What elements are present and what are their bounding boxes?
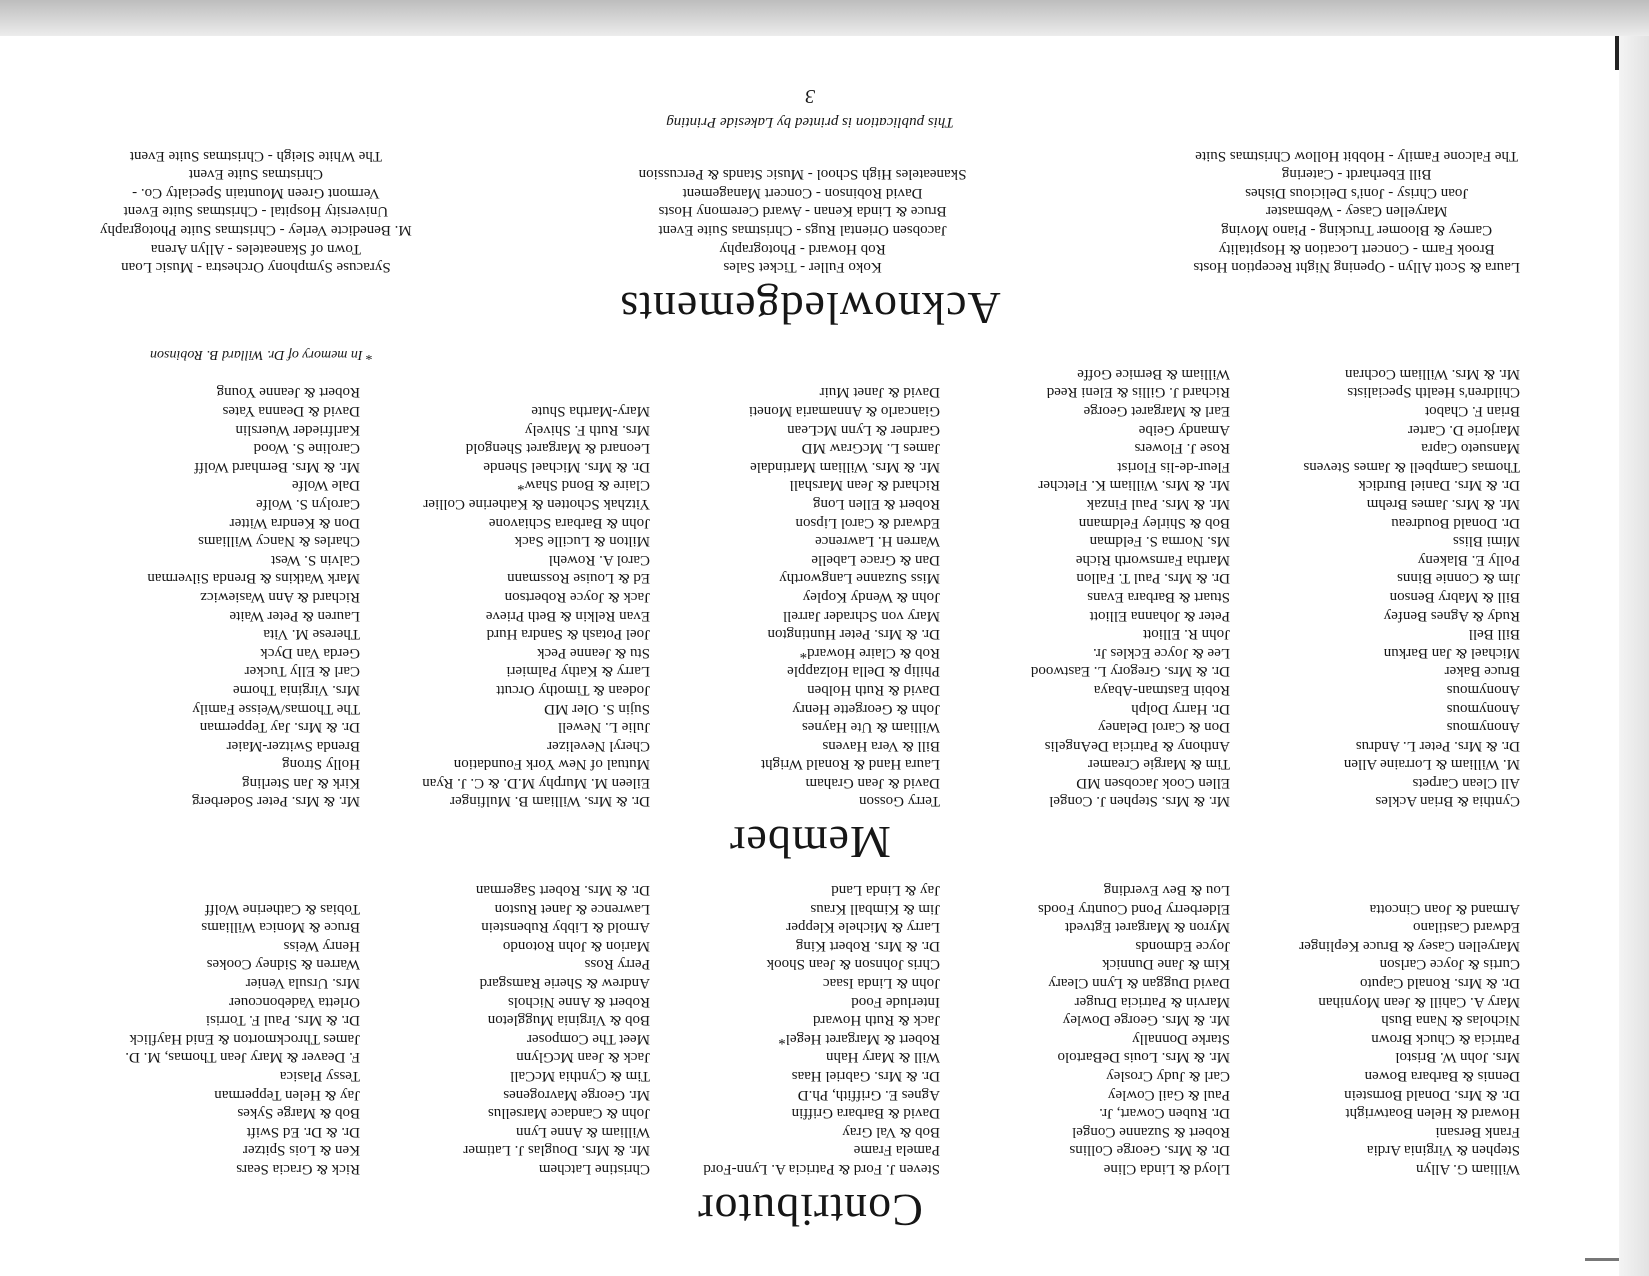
- name-entry: William & Ute Haynes: [801, 719, 940, 736]
- name-entry: John & Wendy Kopley: [802, 588, 940, 605]
- name-entry: Jay & Helen Tepperman: [214, 1086, 360, 1103]
- name-entry: Myron & Margaret Egtvedt: [1064, 919, 1230, 936]
- name-entry: Carol A. Rowehl: [548, 551, 650, 568]
- member-column: [680, 364, 940, 810]
- name-entry: Curtis & Joyce Carlson: [1379, 956, 1520, 973]
- name-entry: Mr. & Mrs. William K. Fletcher: [1038, 477, 1230, 494]
- name-entry: Anonymous: [1446, 700, 1520, 717]
- name-entry: David & Barbara Griffin: [791, 1105, 940, 1122]
- name-entry: Robin Eastman-Abaya: [1093, 681, 1230, 698]
- name-entry: David & Janet Muir: [819, 384, 940, 401]
- name-entry: Joyce Edmonds: [1135, 937, 1230, 954]
- name-entry: Dr. Ruben Cowart, Jr.: [1099, 1105, 1230, 1122]
- name-entry: Mr. & Mrs. Paul Finzak: [1086, 496, 1230, 512]
- name-entry: Lee & Joyce Eckles Jr.: [1092, 644, 1230, 661]
- name-entry: Don & Kendra Witter: [229, 514, 360, 531]
- name-entry: Dr. & Mrs. Donald Bornstein: [1344, 1086, 1520, 1103]
- name-entry: Mrs. Ursula Venier: [245, 975, 360, 992]
- name-entry: David Duggan & Lynn Cleary: [1048, 975, 1230, 992]
- name-entry: Tessy Plasica: [279, 1068, 360, 1085]
- name-entry: Meet The Composer: [526, 1030, 650, 1047]
- name-entry: Miss Suzanne Langworthy: [779, 570, 940, 587]
- name-entry: Tobias & Catherine Wolff: [204, 900, 360, 917]
- name-entry: Dr. & Mrs. Robert Sagerman: [475, 882, 650, 899]
- name-entry: Bill & Mabry Benson: [1389, 588, 1520, 605]
- name-entry: Anonymous: [1446, 719, 1520, 736]
- name-entry: Brian F. Chabot: [1424, 403, 1520, 420]
- name-entry: Frank Bersani: [1435, 1123, 1520, 1140]
- name-entry: Christine Latchem: [538, 1161, 650, 1177]
- name-entry: Children's Health Specialists: [1347, 384, 1520, 401]
- name-entry: Tim & Cynthia McCall: [510, 1068, 650, 1085]
- name-entry: Dr. & Mrs. George Collins: [1069, 1142, 1230, 1159]
- name-entry: The Falcone Family - Hobbit Hollow Christmas Suite: [1195, 147, 1519, 164]
- name-entry: Lloyd & Linda Cline: [1103, 1161, 1230, 1177]
- name-entry: Mrs. Ruth F. Shively: [524, 421, 650, 438]
- name-entry: Dr. Harry Dolph: [1131, 700, 1230, 717]
- name-entry: Pamela Frame: [853, 1142, 940, 1159]
- name-entry: Mansueto Capra: [1421, 440, 1520, 457]
- name-entry: Mimi Bliss: [1452, 533, 1520, 550]
- name-entry: M. Benedicte Verley - Christmas Suite Photography: [100, 222, 412, 239]
- name-entry: Laura Hand & Ronald Wright: [760, 756, 940, 773]
- name-entry: Mr. & Mrs. William Martindale: [750, 458, 940, 475]
- name-entry: Caroline S. Wood: [253, 440, 360, 457]
- name-entry: Dr. & Mrs. Michael Shende: [483, 458, 650, 475]
- member-section: [100, 346, 1520, 868]
- acknowledgements-heading: Acknowledgements: [619, 283, 1001, 335]
- name-entry: Henry Weiss: [283, 937, 360, 954]
- name-entry: Robert & Suzanne Congel: [1072, 1123, 1230, 1140]
- name-entry: Dr. & Mrs. Paul F. Torrisi: [205, 1012, 360, 1029]
- name-entry: The White Sleigh - Christmas Suite Event: [129, 147, 382, 164]
- name-entry: Brook Farm - Concert Location & Hospitality: [1218, 240, 1495, 257]
- name-entry: Philip & Della Holzapple: [787, 663, 940, 680]
- name-entry: Thomas Campbell & James Stevens: [1303, 458, 1520, 475]
- name-entry: Stuart & Barbara Evans: [1087, 588, 1230, 605]
- name-entry: Arnold & Libby Rubenstein: [481, 919, 650, 936]
- name-entry: Mr. & Mrs. Bernhard Wolff: [194, 458, 360, 475]
- member-column: [970, 364, 1230, 810]
- name-entry: Therese M. Vita: [263, 626, 360, 643]
- name-entry: Jack & Jean McGlynn: [516, 1049, 650, 1066]
- name-entry: Ken & Lois Spitzer: [242, 1142, 360, 1159]
- name-entry: Richard & Ann Wasiewicz: [200, 588, 360, 605]
- name-entry: Evan Relkin & Beth Prieve: [485, 607, 650, 624]
- contributor-columns: [100, 881, 1520, 1179]
- member-columns: [100, 364, 1520, 810]
- name-entry: Dr. & Mrs. Jay Tepperman: [199, 719, 360, 736]
- name-entry: Tim & Margie Creamer: [1087, 756, 1230, 773]
- name-entry: Mr. & Mrs. Douglas J. Latimer: [463, 1142, 650, 1159]
- name-entry: Sujin S. Oler MD: [544, 700, 650, 717]
- scan-top-edge: [0, 0, 1649, 36]
- scan-right-edge: [1619, 36, 1649, 1276]
- name-entry: Marjorie D. Carter: [1407, 421, 1520, 438]
- name-entry: Maryellen Casey & Bruce Keplinger: [1299, 937, 1520, 954]
- name-entry: Larry & Kathy Palmieri: [506, 663, 650, 680]
- printer-credit: This publication is printed by Lakeside Printing: [666, 114, 954, 131]
- name-entry: Armand & Joan Cincotta: [1369, 900, 1520, 917]
- name-entry: Calvin S. West: [271, 551, 360, 568]
- name-entry: Marvin & Patricia Druger: [1074, 993, 1230, 1010]
- name-entry: Mary von Schrader Jarrell: [782, 607, 940, 624]
- name-entry: Rick & Gracia Sears: [236, 1161, 360, 1177]
- name-entry: Mr. & Mrs. William Cochran: [1345, 365, 1520, 382]
- name-entry: Bill & Vera Havens: [822, 737, 940, 754]
- name-entry: Jim & Connie Binns: [1397, 570, 1520, 587]
- name-entry: Interlude Food: [851, 993, 940, 1010]
- name-entry: Patricia & Chuck Brown: [1371, 1030, 1520, 1047]
- name-entry: Cheryl Nevelizer: [547, 737, 650, 754]
- name-entry: Dr. & Mrs. Peter Huntington: [767, 626, 940, 643]
- name-entry: Holly Strong: [282, 756, 360, 773]
- name-entry: William & Bernice Goffe: [1077, 365, 1230, 382]
- name-entry: Lauren & Peter Waite: [229, 607, 360, 624]
- contributor-column: [1260, 881, 1520, 1179]
- contributor-column: [970, 881, 1230, 1179]
- name-entry: John & Georgette Henry: [792, 700, 940, 717]
- name-entry: Bob & Shirley Feldmann: [1078, 514, 1230, 531]
- name-entry: Dr. & Dr. Ed Swift: [246, 1123, 360, 1140]
- name-entry: Vermont Green Mountain Specialty Co. -: [132, 184, 380, 201]
- name-entry: Ms. Norma S. Feldman: [1089, 533, 1230, 550]
- name-entry: Starke Donnally: [1132, 1030, 1230, 1047]
- name-entry: John & Linda Isaac: [822, 975, 940, 992]
- name-entry: John R. Elliott: [1142, 626, 1230, 643]
- name-entry: Carl & Judy Crosley: [1106, 1068, 1230, 1085]
- name-entry: Gerda Van Dyck: [260, 644, 360, 661]
- name-entry: Maryellen Casey - Webmaster: [1266, 203, 1448, 220]
- name-entry: Mrs. Virginia Thorne: [232, 681, 360, 698]
- name-entry: Lou & Bev Everding: [1103, 882, 1230, 899]
- name-entry: Eileen M. Murphy M.D. & C. J. Ryan: [422, 774, 650, 791]
- contributor-column: [680, 881, 940, 1179]
- name-entry: Jay & Linda Land: [831, 882, 940, 899]
- name-entry: Don & Carol Delaney: [1097, 719, 1230, 736]
- name-entry: Julie L. Newell: [557, 719, 650, 736]
- name-entry: Milton & Lucille Sack: [514, 533, 650, 550]
- name-entry: Fleur-de-lis Florist: [1117, 458, 1230, 475]
- name-entry: Mrs. John W. Bristol: [1395, 1049, 1520, 1066]
- name-entry: William & Anne Lynn: [516, 1123, 650, 1140]
- name-entry: Mary-Martha Shute: [531, 403, 650, 420]
- name-entry: Anthony & Patricia DeAngelis: [1044, 737, 1230, 754]
- name-entry: Nicholas & Nana Bush: [1381, 1012, 1520, 1029]
- name-entry: Rudy & Agnes Benfey: [1383, 607, 1520, 624]
- name-entry: Giancarlo & Annamaria Moneti: [748, 403, 940, 420]
- name-entry: Ellen Cook Jacobsen MD: [1076, 774, 1230, 791]
- name-entry: Robert & Margaret Hegel*: [778, 1030, 940, 1047]
- name-entry: Howard & Helen Boatwright: [1345, 1105, 1520, 1122]
- name-entry: Richard J. Gillis & Eleni Reed: [1046, 384, 1230, 401]
- name-entry: Charles & Nancy Williams: [197, 533, 360, 550]
- acknowledgements-column: [639, 146, 967, 276]
- name-entry: Bob & Marge Sykes: [237, 1105, 360, 1122]
- name-entry: Dr. & Mrs. William B. Mulfinger: [450, 793, 650, 810]
- name-entry: Mary A. Cahill & Jean Moynihan: [1318, 993, 1520, 1010]
- member-heading: Member: [729, 817, 891, 869]
- name-entry: Lawrence & Janet Ruston: [494, 900, 650, 917]
- name-entry: University Hospital - Christmas Suite Event: [123, 203, 389, 220]
- name-entry: The Thomas/Weisse Family: [192, 700, 360, 717]
- program-sheet: [0, 36, 1619, 1276]
- name-entry: Agnes E. Griffith, Ph.D: [797, 1086, 940, 1103]
- name-entry: Koko Fuller - Ticket Sales: [723, 259, 882, 276]
- name-entry: Carney & Bloomer Trucking - Piano Moving: [1221, 222, 1493, 239]
- name-entry: Syracuse Symphony Orchestra - Music Loan: [121, 259, 391, 276]
- name-entry: Dr. & Mrs. Daniel Burdick: [1358, 477, 1520, 494]
- name-entry: John & Candace Marsellus: [487, 1105, 650, 1122]
- name-entry: Jack & Joyce Robertson: [504, 588, 650, 605]
- name-entry: Bob & Virginia Muggleton: [487, 1012, 650, 1029]
- acknowledgements-columns: [100, 146, 1520, 276]
- name-entry: Dr. Donald Boudreau: [1391, 514, 1520, 531]
- acknowledgements-section: [100, 146, 1520, 334]
- member-column: [100, 364, 360, 810]
- name-entry: Bruce Baker: [1444, 663, 1520, 680]
- name-entry: Dr. & Mrs. Gregory L. Eastwood: [1030, 663, 1230, 680]
- name-entry: Mr. & Mrs. Louis DeBartolo: [1057, 1049, 1230, 1066]
- name-entry: Richard & Jean Marshall: [789, 477, 940, 494]
- name-entry: Christmas Suite Event: [188, 166, 323, 183]
- name-entry: Marion & John Rotondo: [502, 937, 650, 954]
- name-entry: Anonymous: [1446, 681, 1520, 698]
- name-entry: David & Ruth Holben: [807, 681, 940, 698]
- name-entry: Mr. & Mrs. George Dowley: [1062, 1012, 1230, 1029]
- name-entry: Rob Howard - Photography: [719, 240, 886, 257]
- name-entry: Edward & Carol Lipson: [795, 514, 940, 531]
- name-entry: Kim & Jane Dunnick: [1102, 956, 1230, 973]
- name-entry: Earl & Margaret George: [1083, 403, 1230, 420]
- name-entry: Warren H. Lawrence: [815, 533, 940, 550]
- name-entry: Mr. & Mrs. James Brehm: [1366, 496, 1520, 512]
- name-entry: James Throckmorton & Enid Hayflick: [129, 1030, 360, 1047]
- name-entry: Michael & Jan Barkun: [1383, 644, 1520, 661]
- name-entry: Rob & Claire Howard*: [799, 644, 940, 661]
- name-entry: Cynthia & Brian Ackles: [1375, 793, 1520, 810]
- acknowledgements-column: [100, 146, 412, 276]
- name-entry: Robert & Jeanne Young: [216, 384, 360, 401]
- name-entry: Skaneateles High School - Music Stands & Percussion: [638, 166, 967, 183]
- name-entry: M. William & Lorraine Allen: [1343, 756, 1520, 773]
- memorial-footnote: * In memory of Dr. Willard B. Robinson: [150, 347, 374, 363]
- name-entry: Mutual of New York Foundation: [453, 756, 650, 773]
- name-entry: Andrew & Sherie Ramsgard: [479, 975, 650, 992]
- name-entry: Dr. & Mrs. Paul T. Fallon: [1076, 570, 1230, 587]
- name-entry: Dr. & Mrs. Ronald Caputo: [1360, 975, 1520, 992]
- name-entry: Dale Wolfe: [291, 477, 360, 494]
- name-entry: Bruce & Monica Williams: [201, 919, 360, 936]
- name-entry: Warren & Sidney Cookes: [206, 956, 360, 973]
- name-entry: Gardner & Lynn McLean: [787, 421, 940, 438]
- acknowledgements-column: [1193, 146, 1520, 276]
- contributor-column: [100, 881, 360, 1179]
- name-entry: Dennis & Barbara Bowen: [1364, 1068, 1520, 1085]
- name-entry: Carl & Elly Tucker: [244, 663, 360, 680]
- name-entry: Karlfrieder Wuerslin: [235, 421, 360, 438]
- name-entry: Laura & Scott Allyn - Opening Night Reception Hosts: [1193, 259, 1520, 276]
- name-entry: Mr. & Mrs. Peter Soderberg: [191, 793, 360, 810]
- name-entry: Polly E. Blakeny: [1417, 551, 1520, 568]
- name-entry: Mr. George Mavrogenes: [503, 1086, 650, 1103]
- name-entry: Dr. & Mrs. Peter L. Andrus: [1355, 737, 1520, 754]
- name-entry: Mr. & Mrs. Stephen J. Congel: [1049, 793, 1230, 810]
- member-column: [1260, 364, 1520, 810]
- member-column: [390, 364, 650, 810]
- name-entry: Will & Mary Hahn: [826, 1049, 940, 1066]
- name-entry: Jodean & Timothy Orcutt: [496, 681, 650, 698]
- name-entry: Dan & Grace Labelle: [811, 551, 940, 568]
- name-entry: Yitzhak Schotten & Katherine Collier: [423, 496, 650, 512]
- name-entry: Claire & Bond Shaw*: [517, 477, 650, 494]
- contributor-column: [390, 881, 650, 1179]
- name-entry: Leonard & Margaret Shengold: [465, 440, 650, 457]
- name-entry: Joel Potash & Sandra Hurd: [486, 626, 650, 643]
- name-entry: David & Jean Graham: [805, 774, 940, 791]
- name-entry: Stu & Jeanne Peck: [537, 644, 650, 661]
- name-entry: Jack & Ruth Howard: [812, 1012, 940, 1029]
- name-entry: Paul & Gail Cowley: [1107, 1086, 1230, 1103]
- name-entry: Mark Watkins & Brenda Silverman: [147, 570, 360, 587]
- name-entry: All Clean Carpets: [1412, 774, 1520, 791]
- name-entry: John & Barbara Schiavone: [488, 514, 650, 531]
- contributor-heading: Contributor: [697, 1185, 923, 1236]
- name-entry: Bob & Val Gray: [842, 1123, 940, 1140]
- name-entry: Dr. & Mrs. Robert King: [795, 937, 940, 954]
- name-entry: Steven J. Ford & Patricia A. Lynn-Ford: [703, 1161, 940, 1177]
- name-entry: Kirk & Jan Sterling: [242, 774, 360, 791]
- name-entry: David & Deanna Yates: [222, 403, 360, 420]
- name-entry: Bill Eberhardt - Catering: [1281, 166, 1432, 183]
- name-entry: Terry Gosson: [858, 793, 940, 810]
- name-entry: Martha Farnsworth Riche: [1075, 551, 1230, 568]
- name-entry: Orletta Vadeboncouer: [229, 993, 360, 1010]
- name-entry: Ed & Louise Rossmann: [507, 570, 650, 587]
- name-entry: Perry Ross: [584, 956, 650, 973]
- rotated-page-content: [100, 85, 1520, 1236]
- name-entry: Rose J. Flowers: [1134, 440, 1230, 457]
- name-entry: Larry & Michele Klepper: [786, 919, 940, 936]
- name-entry: Dr. & Mrs. Gabriel Haas: [791, 1068, 940, 1085]
- name-entry: Jim & Kimball Kraus: [810, 900, 940, 917]
- name-entry: Peter & Johanna Elliott: [1089, 607, 1230, 624]
- name-entry: Robert & Ellen Long: [812, 496, 940, 512]
- name-entry: Brenda Switzer-Maier: [226, 737, 360, 754]
- name-entry: James L. McGraw MD: [801, 440, 940, 457]
- name-entry: Amandy Geibe: [1138, 421, 1230, 438]
- name-entry: Jacobsen Oriental Rugs - Christmas Suite Event: [658, 222, 947, 239]
- name-entry: David Robinson - Concert Management: [682, 184, 923, 201]
- name-entry: Robert & Anne Nichols: [507, 993, 650, 1010]
- name-entry: Bill Bell: [1468, 626, 1520, 643]
- name-entry: Carolyn S. Wolfe: [256, 496, 360, 512]
- name-entry: Town of Skaneateles - Allyn Arena: [150, 240, 361, 257]
- name-entry: Edward Castilano: [1412, 919, 1520, 936]
- name-entry: Joan Chrisy - Joni's Delicious Dishes: [1245, 184, 1469, 201]
- name-entry: Bruce & Linda Kenan - Award Ceremony Hosts: [658, 203, 947, 220]
- name-entry: F. Deaver & Mary Jean Thomas, M. D.: [125, 1049, 360, 1066]
- page-number: 3: [805, 85, 815, 108]
- name-entry: Chris Johnson & Jean Shook: [766, 956, 940, 973]
- name-entry: William G. Allyn: [1416, 1161, 1520, 1177]
- name-entry: Stephen & Virginia Ardia: [1366, 1142, 1520, 1159]
- name-entry: Elderberry Pond Country Foods: [1037, 900, 1230, 917]
